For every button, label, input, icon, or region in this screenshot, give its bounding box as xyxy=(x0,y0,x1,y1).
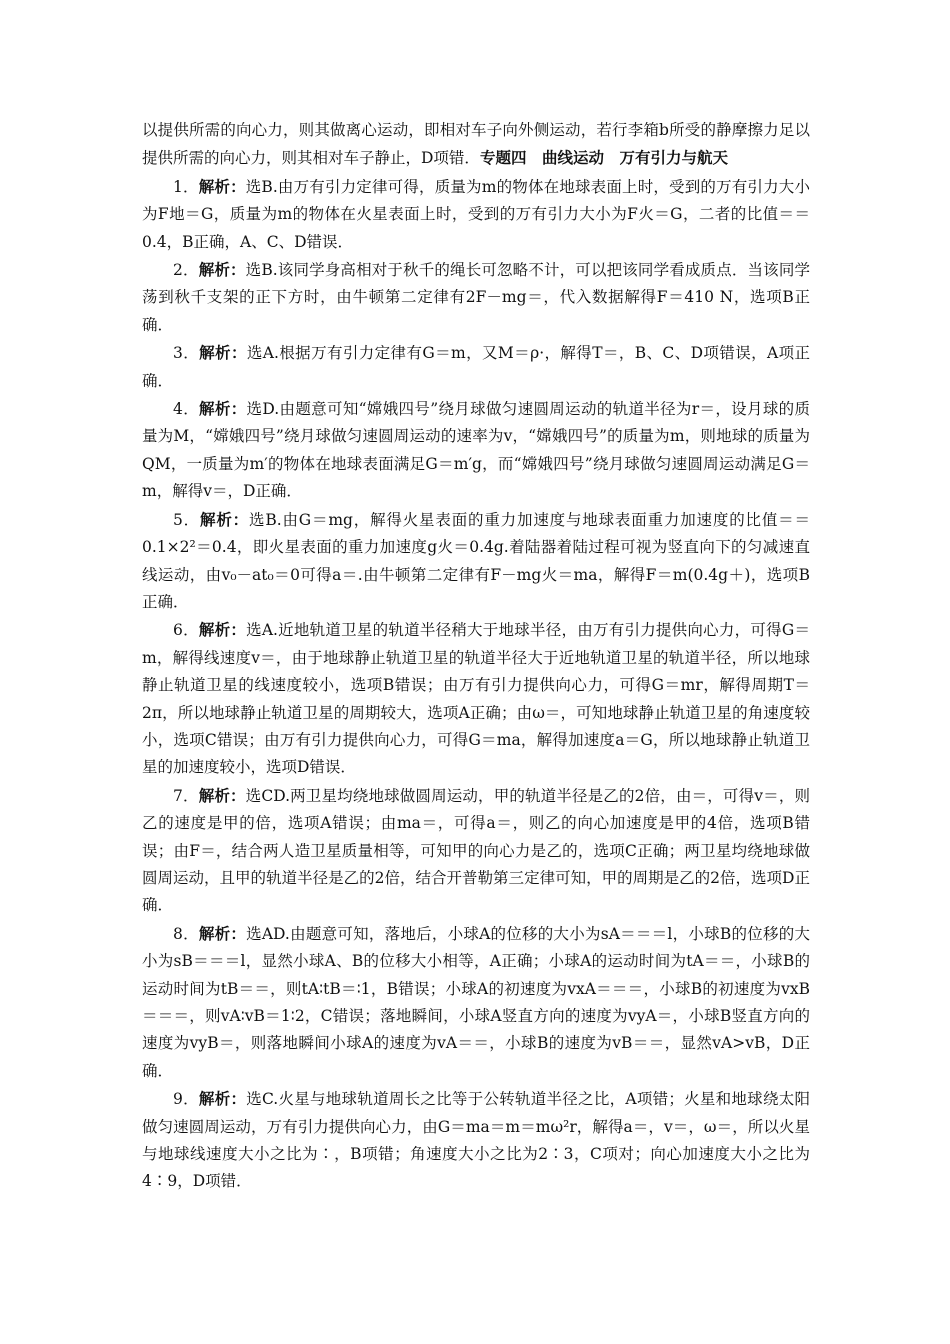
item-text: 选B.由G＝mg，解得火星表面的重力加速度与地球表面重力加速度的比值＝＝0.1×2²＝0.4，即火星表面的重力加速度g火＝0.4g.着陆器着陆过程可视为竖直向下的匀减速直线运动，由v₀－at₀＝0可得a＝.由牛顿第二定律有F－mg火＝ma，解得F＝m(0.4g＋)，选项B正确． xyxy=(142,510,810,611)
item-text: 选B.由万有引力定律可得，质量为m的物体在地球表面上时，受到的万有引力大小为F地＝G，质量为m的物体在火星表面上时，受到的万有引力大小为F火＝G，二者的比值＝＝0.4，B正确，A、C、D错误． xyxy=(142,177,810,251)
item-number: 8． xyxy=(173,924,199,943)
answer-item-3 xyxy=(142,339,810,395)
answer-item-5 xyxy=(142,506,810,617)
analysis-label: 解析： xyxy=(198,620,247,640)
item-number: 4． xyxy=(173,400,200,419)
item-text: 选AD.由题意可知，落地后，小球A的位移的大小为sA＝＝＝l，小球B的位移的大小为sB＝＝＝l，显然小球A、B的位移大小相等，A正确；小球A的运动时间为tA＝＝，小球B的运动时间为tB＝＝，则tA∶tB＝∶1，B错误；小球A的初速度为vxA＝＝＝，小球B的初速度为vxB＝＝＝，则vA∶vB＝1∶2，C错误；落地瞬间，小球A竖直方向的速度为vyA＝，小球B竖直方向的速度为vyB＝，则落地瞬间小球A的速度为vA＝＝，小球B的速度为vB＝＝，显然vA>vB，D正确． xyxy=(142,924,810,1080)
item-number: 5． xyxy=(173,510,201,529)
item-text: 选A.根据万有引力定律有G＝m，又M＝ρ·，解得T＝，B、C、D项错误，A项正确． xyxy=(142,344,810,390)
intro-paragraph xyxy=(142,117,810,173)
analysis-label: 解析： xyxy=(199,399,247,419)
section-title: 专题四 曲线运动 万有引力与航天 xyxy=(479,148,728,168)
analysis-label: 解析： xyxy=(198,260,246,280)
item-number: 7． xyxy=(173,786,199,805)
answer-item-8 xyxy=(142,920,810,1085)
analysis-label: 解析： xyxy=(198,1089,247,1109)
item-number: 2． xyxy=(173,261,199,280)
answer-item-9 xyxy=(142,1085,810,1196)
analysis-label: 解析： xyxy=(200,509,249,529)
answer-item-4 xyxy=(142,395,810,506)
item-text: 选CD.两卫星均绕地球做圆周运动，甲的轨道半径是乙的2倍，由＝，可得v＝，则乙的速度是甲的倍，选项A错误；由ma＝，可得a＝，则乙的向心加速度是甲的4倍，选项B错误；由F＝，结合两人造卫星质量相等，可知甲的向心力是乙的，选项C正确；两卫星均绕地球做圆周运动，且甲的轨道半径是乙的2倍，结合开普勒第三定律可知，甲的周期是乙的2倍，选项D正确． xyxy=(142,786,810,915)
analysis-label: 解析： xyxy=(198,785,246,805)
item-number: 3． xyxy=(173,344,200,363)
document-page xyxy=(142,117,810,1196)
answer-item-1 xyxy=(142,173,810,256)
intro-text: 以提供所需的向心力，则其做离心运动，即相对车子向外侧运动，若行李箱b所受的静摩擦力足以提供所需的向心力，则其相对车子静止，D项错． xyxy=(142,121,810,168)
item-number: 6． xyxy=(173,621,199,640)
answer-item-7 xyxy=(142,782,810,920)
item-text: 选D.由题意可知“嫦娥四号”绕月球做匀速圆周运动的轨道半径为r＝，设月球的质量为M，“嫦娥四号”绕月球做匀速圆周运动的速率为v，“嫦娥四号”的质量为m，则地球的质量为QM，一质量为m′的物体在地球表面满足G＝m′g，而“嫦娥四号”绕月球做匀速圆周运动满足G＝m，解得v＝，D正确． xyxy=(142,400,810,501)
item-text: 选C.火星与地球轨道周长之比等于公转轨道半径之比，A项错；火星和地球绕太阳做匀速圆周运动，万有引力提供向心力，由G＝ma＝m＝mω²r，解得a＝，v＝，ω＝，所以火星与地球线速度大小之比为∶，B项错；角速度大小之比为2∶3，C项对；向心加速度大小之比为4∶9，D项错． xyxy=(142,1090,810,1191)
item-number: 9． xyxy=(173,1090,199,1109)
analysis-label: 解析： xyxy=(198,176,246,196)
item-number: 1． xyxy=(173,177,199,196)
answer-item-6 xyxy=(142,616,810,781)
answer-item-2 xyxy=(142,256,810,339)
item-text: 选B.该同学身高相对于秋千的绳长可忽略不计，可以把该同学看成质点．当该同学荡到秋千支架的正下方时，由牛顿第二定律有2F－mg＝，代入数据解得F＝410 N，选项B正确． xyxy=(142,261,810,334)
analysis-label: 解析： xyxy=(198,923,247,943)
item-text: 选A.近地轨道卫星的轨道半径稍大于地球半径，由万有引力提供向心力，可得G＝m，解得线速度v＝，由于地球静止轨道卫星的轨道半径大于近地轨道卫星的轨道半径，所以地球静止轨道卫星的线速度较小，选项B错误；由万有引力提供向心力，可得G＝mr，解得周期T＝2π，所以地球静止轨道卫星的周期较大，选项A正确；由ω＝，可知地球静止轨道卫星的角速度较小，选项C错误；由万有引力提供向心力，可得G＝ma，解得加速度a＝G，所以地球静止轨道卫星的加速度较小，选项D错误． xyxy=(142,621,810,777)
analysis-label: 解析： xyxy=(199,343,247,363)
